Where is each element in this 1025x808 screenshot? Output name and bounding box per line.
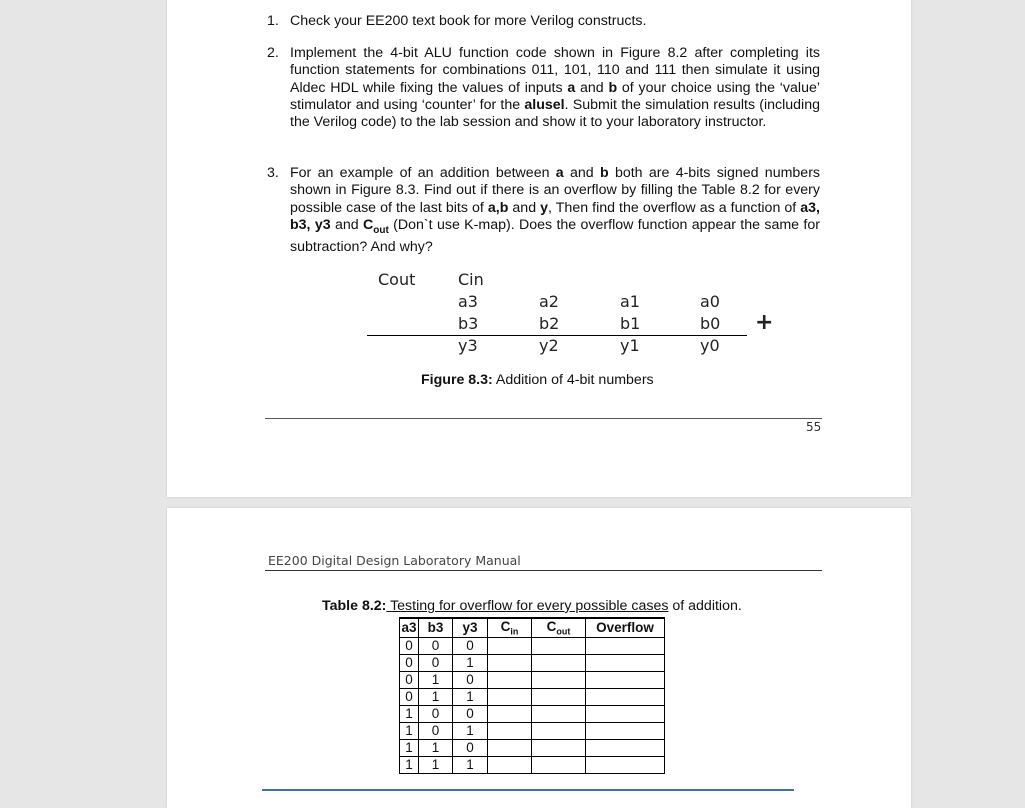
cell-b3: 1	[419, 739, 453, 756]
cell-y3: 0	[453, 705, 488, 722]
text-run: and	[508, 199, 541, 216]
cell-y3: 0	[453, 637, 488, 654]
figure-a1: a1	[620, 292, 640, 311]
cell-b3: 0	[419, 705, 453, 722]
question-number: 2.	[267, 45, 279, 61]
text-run: Implement the 4-bit ALU function code shown in Figure 8.2 after completing its function statements for combinations 011, 101, 110 and 111 then simulate it using Aldec HDL while fixing the values of inputs	[290, 45, 820, 96]
cell-a3: 1	[400, 739, 419, 756]
figure-b0: b0	[700, 314, 721, 333]
cell-cin[interactable]	[488, 688, 532, 705]
text-run: both are 4-bits signed numbers shown in Figure 8.3. Find out if there is an overflow by filling the Table 8.2 for every possible case of the last bits of	[290, 165, 821, 216]
figure-y0: y0	[700, 336, 720, 355]
cell-cin[interactable]	[488, 739, 532, 756]
text-run: , Then find the overflow as a function of	[548, 199, 801, 216]
cell-cout[interactable]	[532, 722, 586, 739]
cell-b3: 1	[419, 671, 453, 688]
caption-text: Addition of 4-bit numbers	[492, 372, 654, 388]
cell-a3: 0	[400, 654, 419, 671]
table-row	[400, 671, 665, 688]
cell-y3: 1	[453, 654, 488, 671]
header-rule	[265, 570, 822, 571]
question-1	[267, 13, 820, 30]
col-b3: b3	[419, 618, 453, 637]
question-number: 3.	[267, 165, 279, 181]
cell-a3: 0	[400, 637, 419, 654]
figure-a3: a3	[458, 292, 478, 311]
page-number: 55	[806, 420, 822, 434]
cell-b3: 0	[419, 637, 453, 654]
cell-cout[interactable]	[532, 756, 586, 773]
cell-cout[interactable]	[532, 671, 586, 688]
table-row	[400, 637, 665, 654]
cell-b3: 0	[419, 654, 453, 671]
running-header: EE200 Digital Design Laboratory Manual	[268, 553, 521, 568]
bold-term: alusel	[524, 96, 565, 113]
cell-overflow[interactable]	[586, 739, 665, 756]
caption-text: Testing for overflow for every possible cases	[386, 598, 669, 614]
figure-cout-label: Cout	[378, 270, 416, 289]
footer-rule	[265, 418, 822, 419]
cell-cin[interactable]	[488, 756, 532, 773]
col-overflow: Overflow	[586, 618, 665, 637]
text-run: (Don`t use K-map). Does the overflow function appear the same for subtraction? And why?	[290, 216, 820, 256]
cell-cout[interactable]	[532, 705, 586, 722]
figure-cin-label: Cin	[458, 270, 484, 289]
col-a3: a3	[400, 618, 419, 637]
cell-b3: 1	[419, 756, 453, 773]
table-row	[400, 756, 665, 773]
question-3	[267, 165, 821, 256]
page-lower	[167, 508, 911, 808]
cell-cin[interactable]	[488, 722, 532, 739]
table-row	[400, 722, 665, 739]
cell-overflow[interactable]	[586, 722, 665, 739]
question-number: 1.	[267, 13, 279, 29]
cell-cout[interactable]	[532, 654, 586, 671]
bold-term: a,b	[487, 199, 509, 216]
cell-overflow[interactable]	[586, 654, 665, 671]
figure-y2: y2	[539, 336, 559, 355]
text-run: and	[330, 216, 364, 233]
figure-plus-sign: +	[755, 310, 774, 335]
bold-term: a	[567, 79, 576, 96]
cell-cin[interactable]	[488, 637, 532, 654]
col-cout: $C_{out}$	[532, 618, 586, 637]
cell-a3: 1	[400, 722, 419, 739]
col-cin: $C_{in}$	[488, 618, 532, 637]
cell-overflow[interactable]	[586, 688, 665, 705]
table-caption	[322, 598, 742, 614]
text-run: and	[563, 165, 600, 181]
table-row	[400, 688, 665, 705]
cell-y3: 1	[453, 756, 488, 773]
table-row	[400, 739, 665, 756]
cell-cout[interactable]	[532, 637, 586, 654]
text-run: of your choice using the ‘value’ stimulator and using ‘counter’ for the	[290, 79, 820, 113]
cell-y3: 1	[453, 688, 488, 705]
cell-a3: 1	[400, 705, 419, 722]
figure-y3: y3	[458, 336, 478, 355]
cell-b3: 0	[419, 722, 453, 739]
caption-text: of addition.	[668, 598, 742, 614]
cell-a3: 0	[400, 671, 419, 688]
cell-b3: 1	[419, 688, 453, 705]
figure-b3: b3	[458, 314, 479, 333]
text-run: and	[575, 79, 609, 96]
cell-cin[interactable]	[488, 654, 532, 671]
text-run: . Submit the simulation results (including the Verilog code) to the lab session and show it to your laboratory instructor.	[290, 96, 820, 131]
cell-overflow[interactable]	[586, 637, 665, 654]
figure-caption	[421, 372, 654, 388]
cell-a3: 1	[400, 756, 419, 773]
question-2	[267, 45, 820, 131]
figure-b1: b1	[620, 314, 641, 333]
bold-term: a3, b3, y3	[290, 199, 820, 233]
cell-overflow[interactable]	[586, 705, 665, 722]
text-run: For an example of an addition between	[290, 165, 556, 181]
bold-term: a	[555, 165, 564, 181]
cell-overflow[interactable]	[586, 671, 665, 688]
table-row	[400, 705, 665, 722]
figure-b2: b2	[539, 314, 560, 333]
page-upper	[167, 0, 911, 497]
cell-cout[interactable]	[532, 688, 586, 705]
bold-term: b	[608, 79, 618, 96]
question-text: Check your EE200 text book for more Verilog constructs.	[290, 13, 647, 29]
overflow-table	[399, 617, 665, 774]
bold-term: $C_{out}$	[363, 216, 389, 236]
cell-cin[interactable]	[488, 705, 532, 722]
cell-y3: 0	[453, 671, 488, 688]
cell-y3: 1	[453, 722, 488, 739]
cell-cout[interactable]	[532, 739, 586, 756]
cell-overflow[interactable]	[586, 756, 665, 773]
cell-a3: 0	[400, 688, 419, 705]
figure-y1: y1	[620, 336, 640, 355]
caption-label: Table 8.2:	[322, 598, 387, 614]
caption-label: Figure 8.3:	[421, 372, 493, 388]
figure-a2: a2	[539, 292, 559, 311]
bold-term: b	[599, 165, 609, 181]
col-y3: y3	[453, 618, 488, 637]
cell-y3: 0	[453, 739, 488, 756]
bold-term: y	[540, 199, 549, 216]
table-row	[400, 654, 665, 671]
table-header-row	[400, 618, 665, 637]
cell-cin[interactable]	[488, 671, 532, 688]
figure-a0: a0	[700, 292, 720, 311]
